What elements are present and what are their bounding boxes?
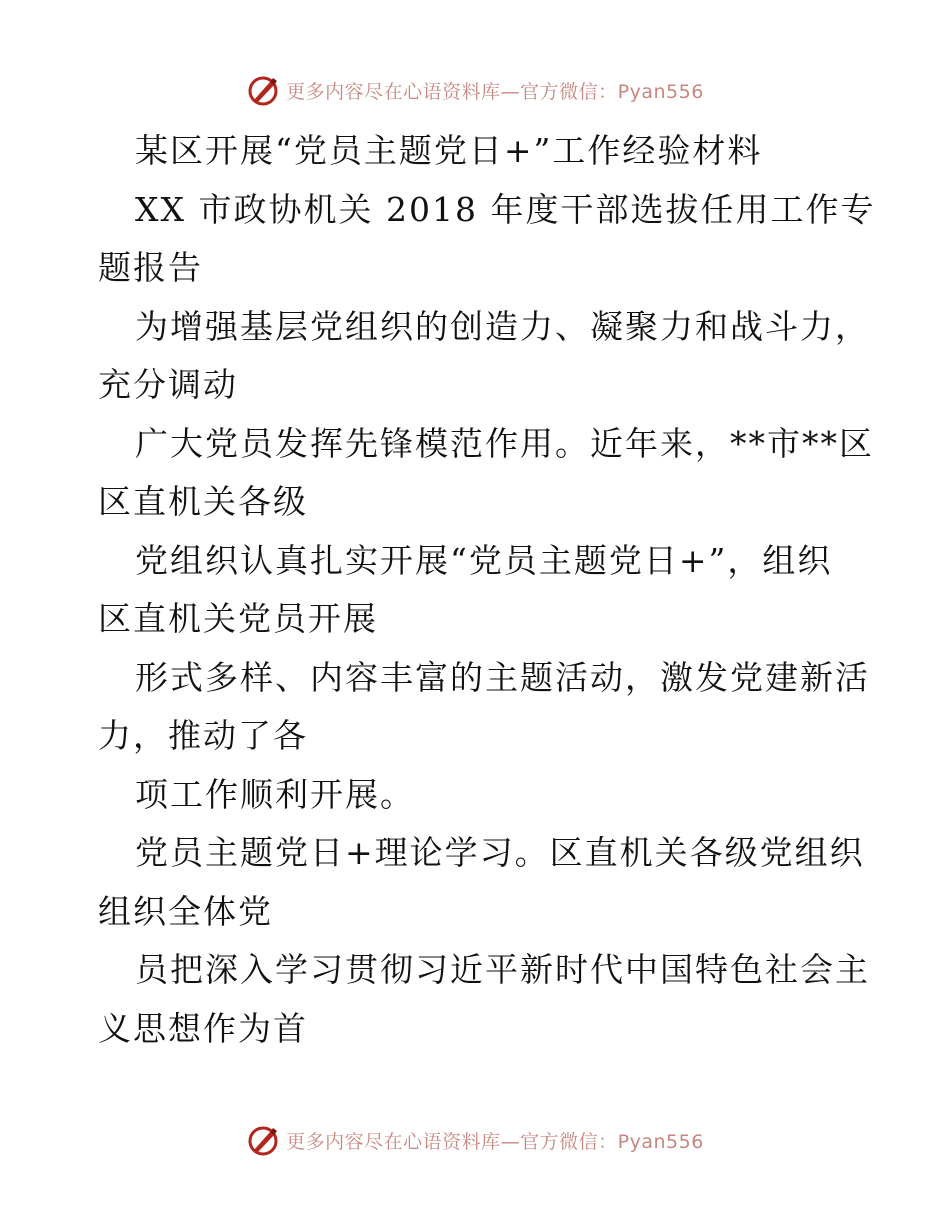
text-line: 义思想作为首 — [98, 1008, 308, 1048]
pen-logo-icon — [246, 1123, 280, 1157]
text-line: XX 市政协机关 2018 年度干部选拔任用工作专 — [135, 189, 876, 229]
text-line: 党组织认真扎实开展“党员主题党日+”，组织 — [135, 540, 833, 580]
text-line: 题报告 — [98, 248, 203, 287]
text-line: 党员主题党日+理论学习。区直机关各级党组织 — [135, 833, 865, 872]
text-line: 员把深入学习贯彻习近平新时代中国特色社会主 — [135, 950, 870, 989]
watermark-text: 更多内容尽在心语资料库—官方微信：Pyan556 — [286, 1130, 704, 1153]
text-line: 力，推动了各 — [98, 716, 308, 755]
watermark-text: 更多内容尽在心语资料库—官方微信：Pyan556 — [286, 80, 704, 103]
text-line: 广大党员发挥先锋模范作用。近年来，**市**区 — [135, 423, 874, 463]
text-line: 某区开展“党员主题党日+”工作经验材料 — [135, 131, 763, 170]
footer-watermark — [0, 1120, 950, 1160]
text-line: 区直机关党员开展 — [98, 599, 378, 638]
text-line: 充分调动 — [98, 365, 238, 404]
text-line: 区直机关各级 — [98, 482, 308, 521]
text-line: 为增强基层党组织的创造力、凝聚力和战斗力， — [135, 306, 870, 346]
text-line: 形式多样、内容丰富的主题活动，激发党建新活 — [135, 657, 870, 697]
pen-logo-icon — [246, 73, 280, 107]
text-line: 项工作顺利开展。 — [135, 774, 415, 814]
header-watermark — [0, 70, 950, 110]
document-body — [98, 122, 876, 1058]
text-line: 组织全体党 — [98, 891, 273, 931]
